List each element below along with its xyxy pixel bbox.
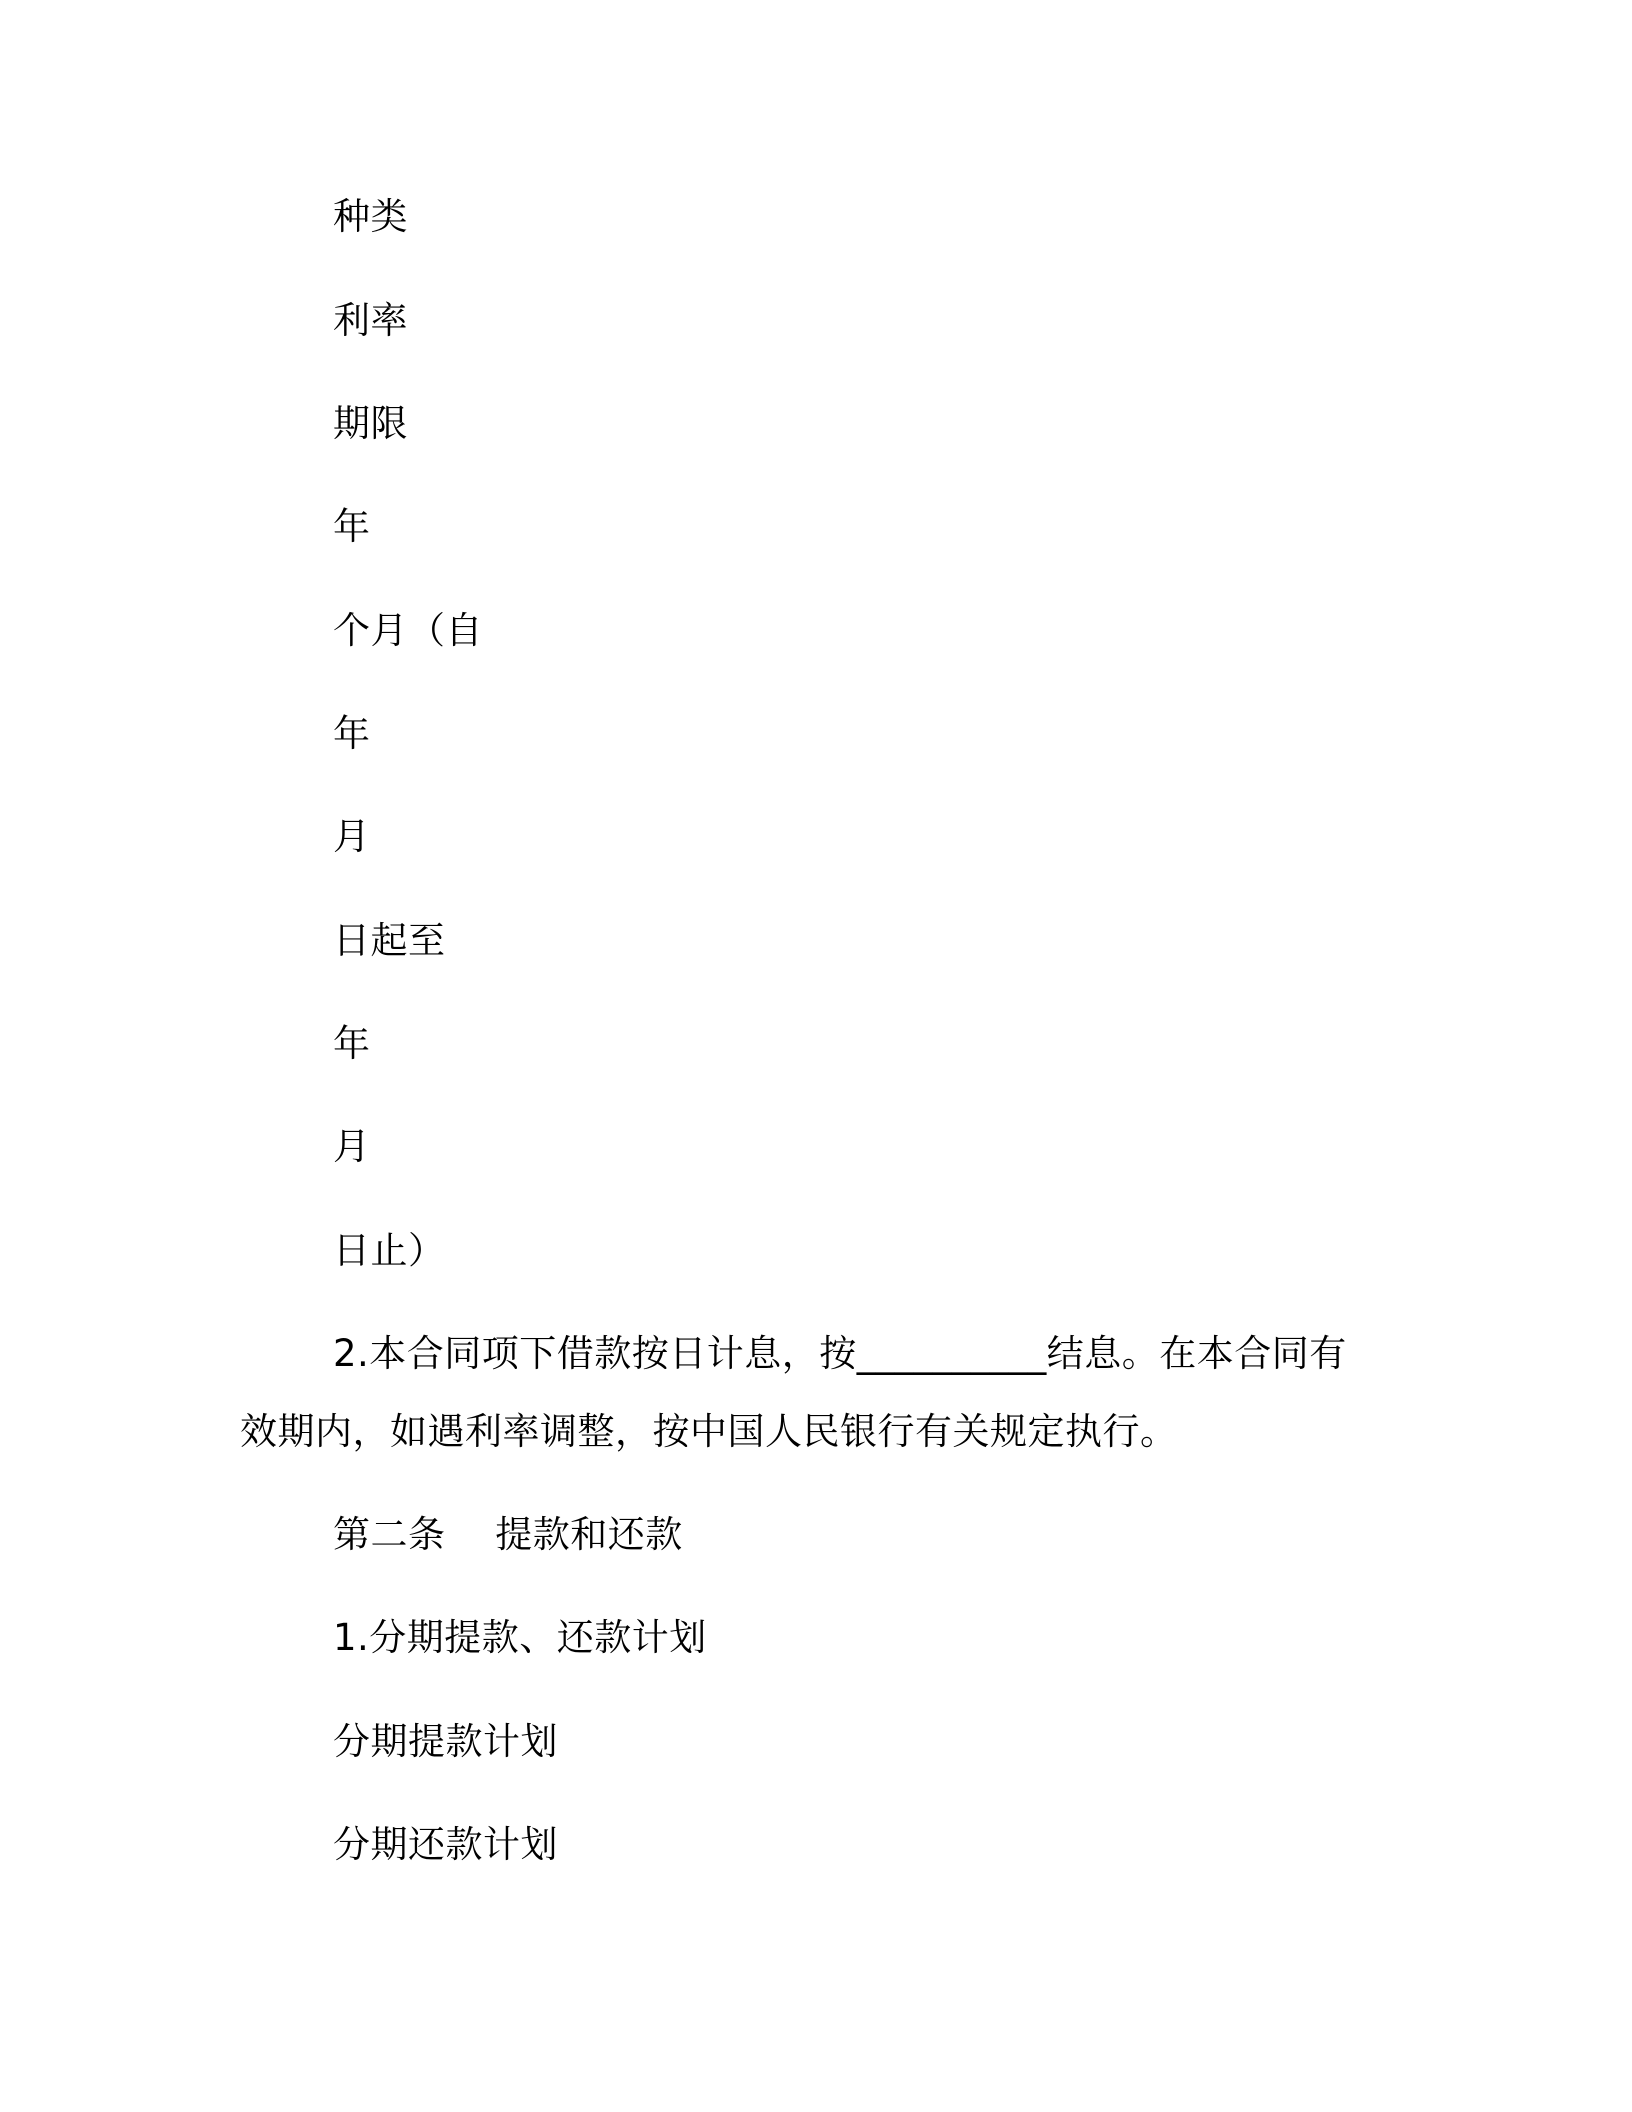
text-line-months-from: 个月（自	[333, 609, 483, 652]
article-heading: 第二条 提款和还款	[333, 1513, 683, 1556]
text-line-start-year: 年	[333, 712, 371, 755]
paragraph-interest-line-1: 2.本合同项下借款按日计息，按__________结息。在本合同有	[333, 1332, 1347, 1375]
section-heading-plan: 1.分期提款、还款计划	[333, 1616, 707, 1659]
text-line-end-year: 年	[333, 1022, 371, 1065]
text-line-type: 种类	[333, 195, 408, 238]
text-line-start-month: 月	[333, 815, 371, 858]
text-line-start-day: 日起至	[333, 919, 446, 962]
paragraph-interest-line-2: 效期内，如遇利率调整，按中国人民银行有关规定执行。	[240, 1410, 1178, 1453]
text-line-end-day: 日止）	[333, 1229, 446, 1272]
text-line-rate: 利率	[333, 299, 408, 342]
text-line-drawdown-plan: 分期提款计划	[333, 1720, 558, 1763]
text-line-term: 期限	[333, 402, 408, 445]
text-line-year: 年	[333, 505, 371, 548]
text-line-end-month: 月	[333, 1125, 371, 1168]
text-line-repayment-plan: 分期还款计划	[333, 1823, 558, 1866]
